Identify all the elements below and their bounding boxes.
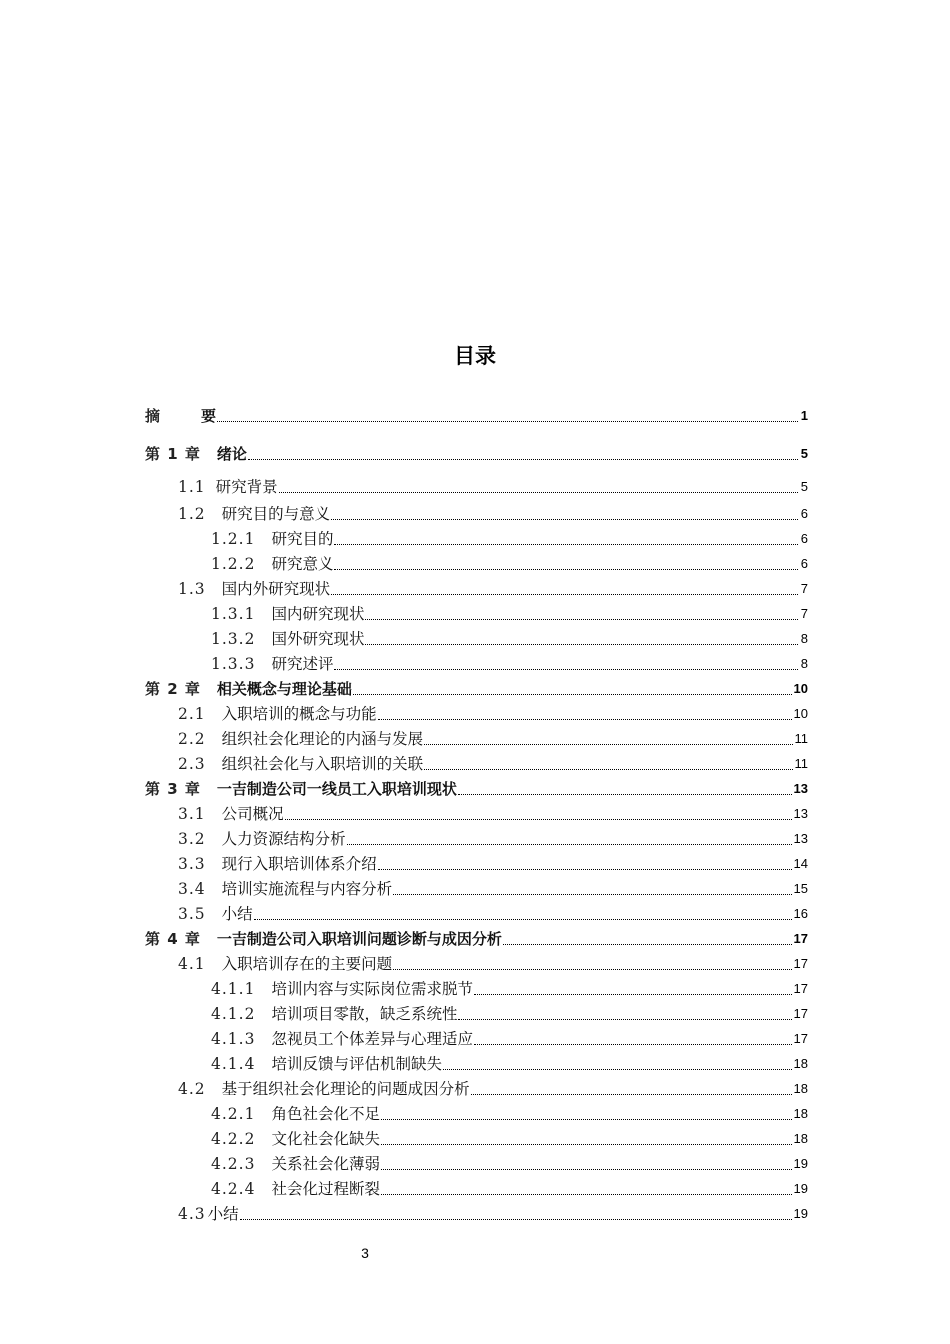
toc-entry-title: 一吉制造公司入职培训问题诊断与成因分析 <box>216 930 502 948</box>
toc-entry-title: 组织社会化与入职培训的关联 <box>221 755 424 773</box>
toc-entry-number: 第 2 章 <box>145 680 201 698</box>
toc-entry-page: 19 <box>793 1156 808 1171</box>
dot-leader <box>347 844 792 845</box>
toc-entry-page: 10 <box>793 681 808 696</box>
toc-entry-page: 19 <box>793 1181 808 1196</box>
toc-entry-number: 4.1.1 <box>211 980 256 998</box>
toc-entry[interactable] <box>211 1103 808 1125</box>
toc-entry-page: 6 <box>800 556 808 571</box>
dot-leader <box>331 594 798 595</box>
toc-entry-title: 基于组织社会化理论的问题成因分析 <box>221 1080 470 1098</box>
dot-leader <box>381 1194 792 1195</box>
toc-entry-number: 1.2.2 <box>211 555 256 573</box>
toc-entry-page: 11 <box>794 756 808 771</box>
toc-entry[interactable] <box>145 778 808 800</box>
dot-leader <box>331 519 798 520</box>
toc-entry-title: 小结 <box>221 905 253 923</box>
toc-entry-number: 4.1.2 <box>211 1005 256 1023</box>
toc-entry-page: 16 <box>793 906 808 921</box>
toc-entry-page: 13 <box>793 806 808 821</box>
toc-entry-title: 研究意义 <box>271 555 334 573</box>
toc-entry-number: 1.3.2 <box>211 630 256 648</box>
dot-leader <box>334 544 798 545</box>
toc-entry[interactable] <box>211 1003 808 1025</box>
toc-entry-number: 1.3 <box>178 580 206 598</box>
toc-entry[interactable] <box>211 603 808 625</box>
toc-entry-title: 忽视员工个体差异与心理适应 <box>271 1030 473 1048</box>
dot-leader <box>474 1044 792 1045</box>
toc-entry-title: 相关概念与理论基础 <box>216 680 352 698</box>
toc-entry-page: 18 <box>793 1131 808 1146</box>
toc-entry-title: 一吉制造公司一线员工入职培训现状 <box>216 780 457 798</box>
toc-entry[interactable] <box>211 528 808 550</box>
toc-entry-number: 4.2.4 <box>211 1180 256 1198</box>
toc-entry-page: 14 <box>793 856 808 871</box>
toc-entry-page: 19 <box>793 1206 808 1221</box>
toc-entry-page: 13 <box>793 831 808 846</box>
dot-leader <box>334 569 798 570</box>
toc-entry-title: 现行入职培训体系介绍 <box>221 855 377 873</box>
dot-leader <box>353 694 792 695</box>
toc-entry[interactable] <box>178 803 808 825</box>
dot-leader <box>393 969 791 970</box>
toc-entry-number: 1.2 <box>178 505 206 523</box>
toc-entry-page: 6 <box>800 506 808 521</box>
toc-entry-number: 第 3 章 <box>145 780 201 798</box>
dot-leader <box>334 669 798 670</box>
dot-leader <box>248 459 798 460</box>
toc-entry[interactable] <box>178 1203 808 1225</box>
toc-entry-title: 研究目的 <box>271 530 334 548</box>
toc-entry-number: 4.2.3 <box>211 1155 256 1173</box>
toc-entry-number: 4.2 <box>178 1080 206 1098</box>
toc-entry[interactable] <box>178 753 808 775</box>
toc-entry-title: 培训内容与实际岗位需求脱节 <box>271 980 473 998</box>
toc-entry-number: 3.2 <box>178 830 206 848</box>
toc-entry[interactable] <box>145 405 808 427</box>
toc-entry-page: 5 <box>800 446 808 461</box>
dot-leader <box>503 944 792 945</box>
dot-leader <box>378 869 792 870</box>
toc-entry[interactable] <box>211 628 808 650</box>
toc-entry-number: 4.1.4 <box>211 1055 256 1073</box>
toc-entry[interactable] <box>145 928 808 950</box>
toc-entry-title: 研究述评 <box>271 655 334 673</box>
dot-leader <box>365 644 798 645</box>
toc-entry-page: 11 <box>794 731 808 746</box>
toc-entry[interactable] <box>145 678 808 700</box>
toc-entry-page: 17 <box>793 1031 808 1046</box>
toc-entry-title: 人力资源结构分析 <box>221 830 346 848</box>
toc-entry-page: 10 <box>793 706 808 721</box>
toc-entry-page: 17 <box>793 931 808 946</box>
toc-entry-page: 8 <box>800 631 808 646</box>
toc-entry-number: 1.2.1 <box>211 530 256 548</box>
toc-entry[interactable] <box>178 703 808 725</box>
toc-entry[interactable] <box>211 553 808 575</box>
toc-entry-title: 国内外研究现状 <box>221 580 331 598</box>
toc-entry-number: 2.2 <box>178 730 206 748</box>
toc-entry-title: 入职培训存在的主要问题 <box>221 955 393 973</box>
toc-entry-number: 4.1.3 <box>211 1030 256 1048</box>
toc-entry[interactable] <box>178 878 808 900</box>
toc-entry-number: 3.3 <box>178 855 206 873</box>
page-title: 目录 <box>454 344 496 368</box>
toc-entry-number: 3.5 <box>178 905 206 923</box>
toc-entry-page: 18 <box>793 1056 808 1071</box>
toc-entry-page: 17 <box>793 981 808 996</box>
toc-entry[interactable] <box>178 853 808 875</box>
toc-entry-title: 组织社会化理论的内涵与发展 <box>221 730 424 748</box>
toc-entry-page: 13 <box>793 781 808 796</box>
toc-entry[interactable] <box>211 1178 808 1200</box>
toc-entry-number: 4.3 <box>178 1205 206 1223</box>
toc-entry-number: 4.2.1 <box>211 1105 256 1123</box>
toc-entry-title: 研究背景 <box>215 478 278 496</box>
toc-entry-page: 5 <box>800 479 808 494</box>
toc-entry-title: 要 <box>201 407 217 425</box>
dot-leader <box>279 492 798 493</box>
toc-entry[interactable] <box>178 903 808 925</box>
toc-entry-title: 绪论 <box>216 445 247 463</box>
toc-entry[interactable] <box>178 578 808 600</box>
toc-entry-title: 小结 <box>207 1205 239 1223</box>
toc-entry-number: 1.1 <box>178 478 206 496</box>
toc-entry-title: 国外研究现状 <box>271 630 365 648</box>
dot-leader <box>458 1019 791 1020</box>
toc-entry-title: 培训反馈与评估机制缺失 <box>271 1055 442 1073</box>
dot-leader <box>285 819 792 820</box>
dot-leader <box>381 1169 792 1170</box>
toc-entry-number: 3.4 <box>178 880 206 898</box>
dot-leader <box>217 421 798 422</box>
toc-entry-number: 1.3.3 <box>211 655 256 673</box>
toc-entry-number: 3.1 <box>178 805 206 823</box>
toc-entry-title: 国内研究现状 <box>271 605 365 623</box>
toc-entry[interactable] <box>211 1053 808 1075</box>
toc-entry[interactable] <box>211 1128 808 1150</box>
toc-entry[interactable] <box>178 728 808 750</box>
page-number: 3 <box>361 1245 369 1261</box>
toc-entry-title: 社会化过程断裂 <box>271 1180 380 1198</box>
toc-entry-page: 18 <box>793 1106 808 1121</box>
toc-entry-page: 7 <box>800 606 808 621</box>
toc-entry-title: 入职培训的概念与功能 <box>221 705 377 723</box>
dot-leader <box>443 1069 792 1070</box>
toc-entry-page: 17 <box>793 956 808 971</box>
dot-leader <box>424 769 792 770</box>
toc-entry-page: 8 <box>800 656 808 671</box>
dot-leader <box>254 919 792 920</box>
dot-leader <box>458 794 792 795</box>
dot-leader <box>381 1144 792 1145</box>
dot-leader <box>471 1094 792 1095</box>
dot-leader <box>378 719 792 720</box>
toc-entry[interactable] <box>178 953 808 975</box>
toc-entry-number: 2.3 <box>178 755 206 773</box>
toc-entry-title: 培训实施流程与内容分析 <box>221 880 393 898</box>
toc-entry-page: 18 <box>793 1081 808 1096</box>
toc-entry-number: 2.1 <box>178 705 206 723</box>
toc-entry-page: 6 <box>800 531 808 546</box>
dot-leader <box>424 744 792 745</box>
dot-leader <box>474 994 792 995</box>
toc-entry[interactable] <box>178 1078 808 1100</box>
toc-entry-title: 角色社会化不足 <box>271 1105 380 1123</box>
toc-entry-number: 4.2.2 <box>211 1130 256 1148</box>
toc-entry-number: 4.1 <box>178 955 206 973</box>
toc-entry-number: 第 1 章 <box>145 445 201 463</box>
toc-entry-title: 文化社会化缺失 <box>271 1130 380 1148</box>
toc-entry-title: 关系社会化薄弱 <box>271 1155 380 1173</box>
toc-entry-title: 公司概况 <box>221 805 284 823</box>
dot-leader <box>381 1119 792 1120</box>
toc-entry-title: 培训项目零散，缺乏系统性 <box>271 1005 458 1023</box>
toc-entry-number: 第 4 章 <box>145 930 201 948</box>
toc-entry[interactable] <box>178 476 808 498</box>
toc-entry[interactable] <box>211 1028 808 1050</box>
toc-entry[interactable] <box>178 503 808 525</box>
toc-entry-number: 1.3.1 <box>211 605 256 623</box>
toc-entry[interactable] <box>211 1153 808 1175</box>
dot-leader <box>240 1219 792 1220</box>
toc-entry-page: 17 <box>793 1006 808 1021</box>
toc-entry-title: 研究目的与意义 <box>221 505 331 523</box>
dot-leader <box>365 619 798 620</box>
dot-leader <box>393 894 791 895</box>
toc-entry[interactable] <box>178 828 808 850</box>
toc-entry-page: 1 <box>800 408 808 423</box>
toc-entry[interactable] <box>145 443 808 465</box>
toc-entry-page: 15 <box>793 881 808 896</box>
toc-entry-number: 摘 <box>145 407 162 425</box>
toc-entry[interactable] <box>211 978 808 1000</box>
toc-entry-page: 7 <box>800 581 808 596</box>
toc-entry[interactable] <box>211 653 808 675</box>
